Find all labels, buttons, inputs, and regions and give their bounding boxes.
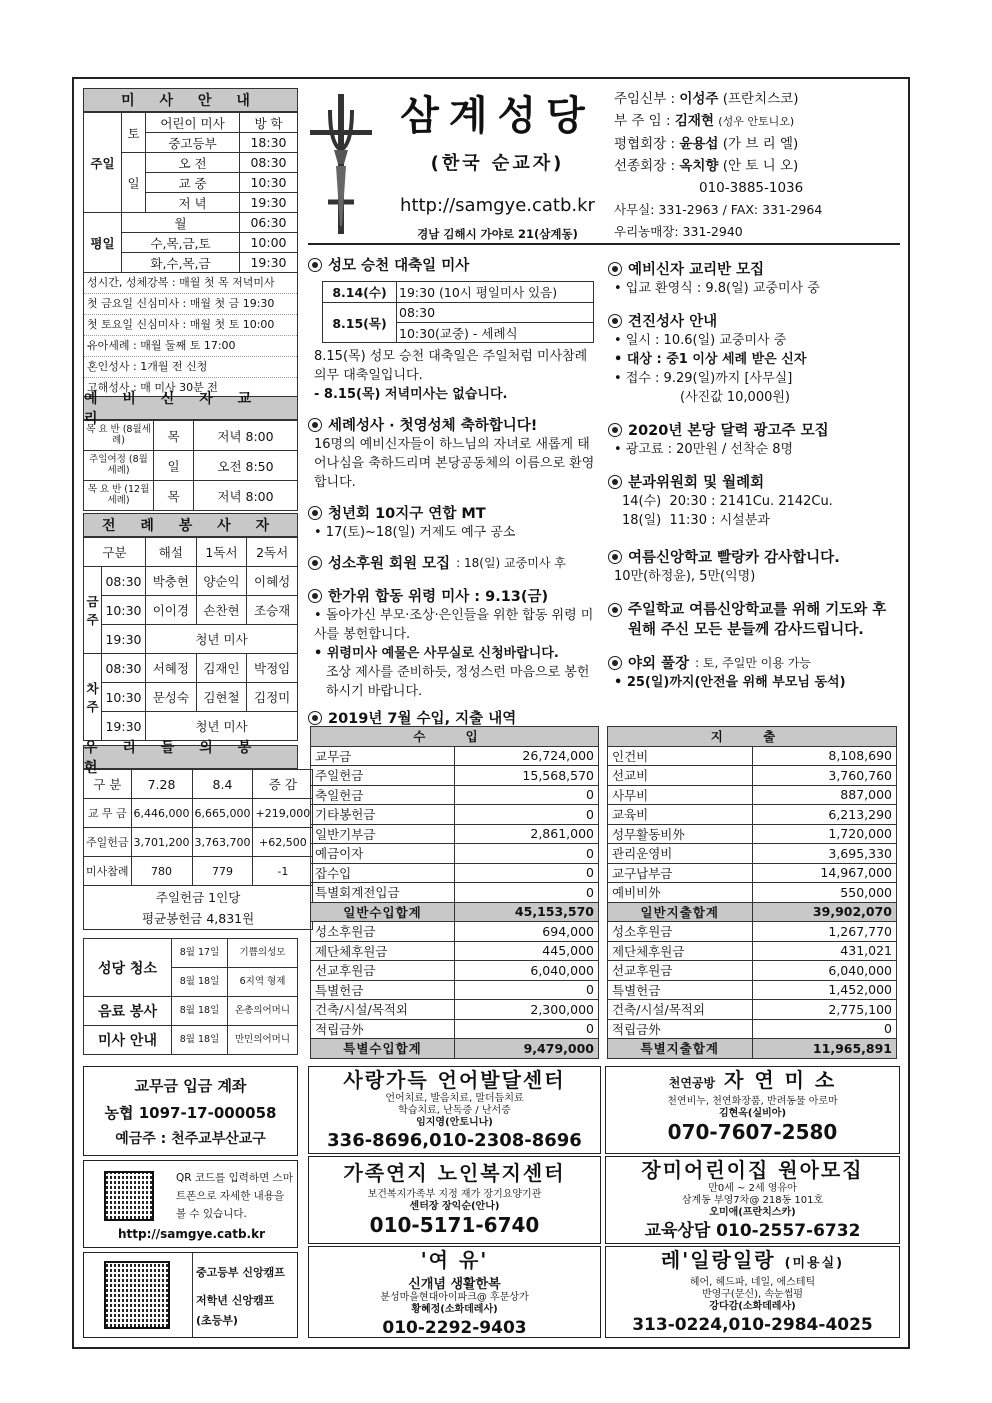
offering-title: 우 리 들 의 봉 헌 [83, 745, 298, 769]
table-row [311, 766, 599, 786]
ad-hair-salon: 레'일랑일랑 (미용실) 헤어, 헤드파, 네일, 에스테틱 반영구(문신), 속눈썹펌 강다감(소화데레사) 313-0224,010-2984-4025 [605, 1246, 900, 1338]
cross-sword-logo-icon [306, 92, 376, 236]
news-title: 견진성사 안내 [608, 310, 900, 331]
bullet-icon [608, 423, 622, 437]
news-title: 2019년 7월 수입, 지출 내역 [308, 707, 600, 728]
bullet-icon [608, 475, 622, 489]
liturgy-servers: 전 례 봉 사 자 구분 해설 1독서 2독서 금주 08:30 박충현 양순익 이혜성 10:30 이이경 손찬현 조승재 19:30 청년 미사 차주 08:30 서혜정 김재인 박정임 10:30 문성숙 김현철 김정미 19:30 청년 미사 [83, 513, 298, 741]
item-label: 교무금 [311, 746, 455, 766]
ad-natural-workshop: 천연공방 자 연 미 소 천연비누, 천연화장품, 반려동물 아로마 김현옥(실비아) 070-7607-2580 [605, 1066, 900, 1154]
total-row [311, 1039, 599, 1059]
bullet-icon [308, 556, 322, 570]
mass-note: 첫 토요일 신심미사 : 매월 첫 토 10:00 [84, 315, 297, 336]
catechumen-section: 예 비 신 자 교 리 목 요 반 (8월세례) 목 저녁 8:00 주일여정 (8월세례) 일 오전 8:50 목 요 반 (12월세례) 목 저녁 8:00 [83, 396, 298, 511]
table-row [608, 766, 897, 786]
item-amount: 0 [455, 863, 599, 883]
item-label: 건축/시설/목적외 [608, 1000, 753, 1020]
table-row [608, 883, 897, 903]
mass-note: 성시간, 성체강복 : 매월 첫 목 저녁미사 [84, 273, 297, 294]
table-row [311, 883, 599, 903]
account-box: 교무금 입금 계좌 농협 1097-17-000058 예금주 : 천주교부산교구 [83, 1066, 298, 1156]
address: 경남 김해시 가야로 21(삼계동) [417, 227, 578, 241]
mass-schedule [83, 88, 298, 399]
item-amount: 1,720,000 [752, 824, 897, 844]
item-label: 잡수입 [311, 863, 455, 883]
mass-title: 미 사 안 내 [83, 88, 298, 112]
item-label: 성소후원금 [311, 922, 455, 942]
table-row [608, 785, 897, 805]
item-label: 교육비 [608, 805, 753, 825]
item-label: 선교후원금 [608, 961, 753, 981]
table-row [311, 1000, 599, 1020]
item-amount: 431,021 [752, 941, 897, 961]
item-label: 제단체후원금 [608, 941, 753, 961]
bullet-icon [608, 656, 622, 670]
table-row [608, 922, 897, 942]
news-title: 세례성사 · 첫영성체 축하합니다! [308, 414, 600, 435]
news-right: 예비신자 교리반 모집 • 입교 환영식 : 9.8(일) 교중미사 중 견진성사 안내 • 일시 : 10.6(일) 교중미사 중 • 대상 : 중1 이상 세례 받은 신자 • 접수 : 9.29(일)까지 [사무실] (사진값 10,000원) 2020년 본당 달력 광고주 모집 • 광고료 : 20만원 / 선착순 8명 분과위원회 및 월례회 14(수) 20:30 : 2141Cu. 2142Cu. 18(일) 11:30 : 시설분과 여름신앙학교 빨랑카 감사합니다. 10만(하정윤), 5만(익명) 주일학교 여름신앙학교를 위해 기도와 후원해 주신 모든 분들께 감사드립니다. 야외 풀장 : 토, 주일만 이용 가능 • 25(일)까지(안전을 위해 부모님 동석) [608, 258, 900, 692]
item-amount: 694,000 [455, 922, 599, 942]
ad-language-center: 사랑가득 언어발달센터 언어치료, 발음치료, 말더듬치료 학습치료, 난독증 / 난서증 임지영(안토니나) 336-8696,010-2308-8696 [308, 1066, 601, 1154]
item-label: 예비비外 [608, 883, 753, 903]
ad-elderly-center: 가족연지 노인복지센터 보건복지가족부 지정 재가 장기요양기관 센터장 장익순(안나) 010-5171-6740 [308, 1156, 601, 1244]
item-label: 축일헌금 [311, 785, 455, 805]
table-row [311, 961, 599, 981]
table-row [608, 844, 897, 864]
item-amount: 3,760,760 [752, 766, 897, 786]
table-row [608, 1019, 897, 1039]
mass-note: 첫 금요일 신심미사 : 매월 첫 금 19:30 [84, 294, 297, 315]
qr-code-icon[interactable] [104, 1261, 170, 1329]
news-title: 청년회 10지구 연합 MT [308, 502, 600, 523]
bullet-icon [308, 711, 322, 725]
news-title: 여름신앙학교 빨랑카 감사합니다. [608, 546, 900, 567]
item-amount: 0 [455, 1019, 599, 1039]
news-title: 성소후원 회원 모집 : 18(일) 교중미사 후 [308, 552, 600, 573]
income-table: 수 입 교무금 26,724,000 주일헌금 15,568,570 축일헌금 0 기타봉헌금 0 일반기부금 2,861,000 예금이자 0 잡수입 0 특별회계전입금 0 일반수입합계 45,153,570 성소후원금 694,000 제단체후원금 445,000 선교후원금 6,040,000 특별헌금 0 건축/시설/목적외 2,300,000 적립금外 0 특별수입합계 9,479,000 [310, 726, 599, 1059]
church-name: 삼계성당 [400, 93, 595, 139]
table-row [311, 980, 599, 1000]
item-amount: 39,902,070 [752, 902, 897, 922]
news-title: 한가위 합동 위령 미사 : 9.13(금) [308, 585, 600, 606]
item-amount: 550,000 [752, 883, 897, 903]
item-amount: 8,108,690 [752, 746, 897, 766]
table-row [311, 941, 599, 961]
item-amount: 2,300,000 [455, 1000, 599, 1020]
bullet-icon [608, 314, 622, 328]
item-label: 일반지출합계 [608, 902, 753, 922]
item-amount: 2,775,100 [752, 1000, 897, 1020]
item-amount: 1,267,770 [752, 922, 897, 942]
duty-section: 성당 청소 8월 17일 기쁨의성모 8월 18일 6지역 형제 음료 봉사 8월 18일 온총의어머니 미사 안내 8월 18일 만민의어머니 [83, 938, 298, 1055]
ad-hanbok: '여 유' 신개념 생활한복 분성마을현대아이파크@ 후문상가 황혜정(소화데레사) 010-2292-9403 [308, 1246, 601, 1338]
table-row [608, 1000, 897, 1020]
website-link[interactable]: http://samgye.catb.kr [400, 195, 595, 216]
item-label: 관리운영비 [608, 844, 753, 864]
mass-note: 유아세례 : 매월 둘째 토 17:00 [84, 336, 297, 357]
bullet-icon [308, 258, 322, 272]
item-label: 선교비 [608, 766, 753, 786]
table-row [608, 805, 897, 825]
item-amount: 1,452,000 [752, 980, 897, 1000]
item-label: 성소후원금 [608, 922, 753, 942]
item-amount: 45,153,570 [455, 902, 599, 922]
church-subtitle: (한국 순교자) [430, 153, 565, 174]
item-amount: 0 [752, 1019, 897, 1039]
table-row [608, 980, 897, 1000]
total-row [608, 1039, 897, 1059]
news-title: 예비신자 교리반 모집 [608, 258, 900, 279]
item-amount: 3,695,330 [752, 844, 897, 864]
bullet-icon [308, 506, 322, 520]
item-label: 건축/시설/목적외 [311, 1000, 455, 1020]
table-row [311, 824, 599, 844]
table-row [608, 863, 897, 883]
news-title: 분과위원회 및 월례회 [608, 471, 900, 492]
table-row [608, 824, 897, 844]
table-row [608, 746, 897, 766]
item-amount: 0 [455, 785, 599, 805]
table-row [608, 941, 897, 961]
news-left: 성모 승천 대축일 미사 8.14(수) 19:30 (10시 평일미사 있음) 8.15(목) 08:30 10:30(교중) - 세례식 8.15(목) 성모 승천 대축일은 주일처럼 미사참례 의무 대축일입니다. - 8.15(목) 저녁미사는 없습니다. 세례성사 · 첫영성체 축하합니다! 16명의 예비신자들이 하느님의 자녀로 새롭게 태어나심을 축하드리며 본당공동체의 이름으로 환영합니다. 청년회 10지구 연합 MT • 17(토)~18(일) 거제도 예구 공소 성소후원 회원 모집 : 18(일) 교중미사 후 한가위 합동 위령 미사 : 9.13(금) • 돌아가신 부모·조상·은인들을 위한 합동 위령 미사를 봉헌합니다. • 위령미사 예물은 사무실로 신청바랍니다. 조상 제사를 준비하듯, 정성스런 마음으로 봉헌하시기 바랍니다. 2019년 7월 수입, 지출 내역 [308, 254, 600, 728]
news-title: 성모 승천 대축일 미사 [308, 254, 600, 275]
item-label: 교구납부금 [608, 863, 753, 883]
table-row [311, 805, 599, 825]
expense-table: 지 출 인건비 8,108,690 선교비 3,760,760 사무비 887,000 교육비 6,213,290 성무활동비外 1,720,000 관리운영비 3,695,330 교구납부금 14,967,000 예비비外 550,000 일반지출합계 39,902,070 성소후원금 1,267,770 제단체후원금 431,021 선교후원금 6,040,000 특별헌금 1,452,000 건축/시설/목적외 2,775,100 적립금外 0 특별지출합계 11,965,891 [607, 726, 897, 1059]
table-row [311, 863, 599, 883]
mass-note: 혼인성사 : 1개월 전 신청 [84, 357, 297, 378]
news-title: 야외 풀장 : 토, 주일만 이용 가능 [608, 652, 900, 673]
staff-list: 주임신부 : 이성주 (프란치스코) 부 주 임 : 김재현 (성우 안토니오) 평협회장 : 윤용섭 (가 브 리 엘) 선종회장 : 옥치향 (안 토 니 오) 010-3885-1036 사무실: 331-2963 / FAX: 331-2964 우리농매장: 331-2940 [614, 91, 823, 239]
mass-note: 고해성사 : 매 미사 30분 전 [87, 381, 218, 394]
item-label: 특별헌금 [608, 980, 753, 1000]
item-label: 적립금外 [608, 1019, 753, 1039]
item-label: 주일헌금 [311, 766, 455, 786]
item-amount: 9,479,000 [455, 1039, 599, 1059]
item-amount: 14,967,000 [752, 863, 897, 883]
item-amount: 445,000 [455, 941, 599, 961]
item-amount: 6,213,290 [752, 805, 897, 825]
offering-section: 우 리 들 의 봉 헌 구 분 7.28 8.4 증 감 교 무 금 6,446,000 6,665,000 +219,000 주일헌금 3,701,200 3,763,700 +62,500 미사참례 780 779 -1 주일헌금 1인당 평균봉헌금 4,831원 [83, 745, 298, 930]
item-label: 성무활동비外 [608, 824, 753, 844]
total-row [311, 902, 599, 922]
bullet-icon [608, 603, 622, 617]
item-label: 사무비 [608, 785, 753, 805]
item-label: 기타봉헌금 [311, 805, 455, 825]
item-label: 일반기부금 [311, 824, 455, 844]
bullet-icon [308, 589, 322, 603]
catechumen-title: 예 비 신 자 교 리 [83, 396, 298, 420]
item-amount: 2,861,000 [455, 824, 599, 844]
news-title: 2020년 본당 달력 광고주 모집 [608, 419, 900, 440]
servers-title: 전 례 봉 사 자 [83, 513, 298, 537]
news-title: 주일학교 여름신앙학교를 위해 기도와 후원해 주신 모든 분들께 감사드립니다. [608, 600, 900, 640]
total-row [608, 902, 897, 922]
qr-box: QR 코드를 입력하면 스마트폰으로 자세한 내용을 볼 수 있습니다. http://samgye.catb.kr [83, 1160, 298, 1248]
table-row [311, 922, 599, 942]
item-label: 예금이자 [311, 844, 455, 864]
item-amount: 26,724,000 [455, 746, 599, 766]
mass-table: 주일 토 어린이 미사 방 학 중고등부 18:30 일 오 전 08:30 교 중 10:30 저 녁 19:30 평일 월 06:30 수,목,금,토 10:00 화,수,목,금 19:30 [83, 112, 298, 273]
qr-url-link[interactable]: http://samgye.catb.kr [117, 1227, 266, 1241]
table-row [311, 785, 599, 805]
camp-box: 중고등부 신앙캠프 저학년 신앙캠프 (초등부) [83, 1252, 298, 1338]
item-label: 일반수입합계 [311, 902, 455, 922]
item-amount: 0 [455, 883, 599, 903]
bullet-icon [608, 262, 622, 276]
item-amount: 0 [455, 980, 599, 1000]
item-label: 제단체후원금 [311, 941, 455, 961]
item-label: 특별수입합계 [311, 1039, 455, 1059]
table-row [311, 844, 599, 864]
ad-daycare: 장미어린이집 원아모집 만0세 ~ 2세 영유아 삼계동 부영7차@ 218동 101호 오미애(프란치스카) 교육상담 010-2557-6732 [605, 1156, 900, 1244]
item-label: 특별헌금 [311, 980, 455, 1000]
table-row [608, 961, 897, 981]
item-amount: 887,000 [752, 785, 897, 805]
item-amount: 6,040,000 [752, 961, 897, 981]
table-row [311, 746, 599, 766]
bullet-icon [308, 418, 322, 432]
item-amount: 0 [455, 805, 599, 825]
table-row [311, 1019, 599, 1039]
item-label: 선교후원금 [311, 961, 455, 981]
item-amount: 15,568,570 [455, 766, 599, 786]
item-amount: 11,965,891 [752, 1039, 897, 1059]
item-label: 특별회계전입금 [311, 883, 455, 903]
item-label: 인건비 [608, 746, 753, 766]
item-label: 특별지출합계 [608, 1039, 753, 1059]
qr-code-icon[interactable] [104, 1171, 154, 1221]
item-label: 적립금外 [311, 1019, 455, 1039]
item-amount: 0 [455, 844, 599, 864]
item-amount: 6,040,000 [455, 961, 599, 981]
bullet-icon [608, 550, 622, 564]
